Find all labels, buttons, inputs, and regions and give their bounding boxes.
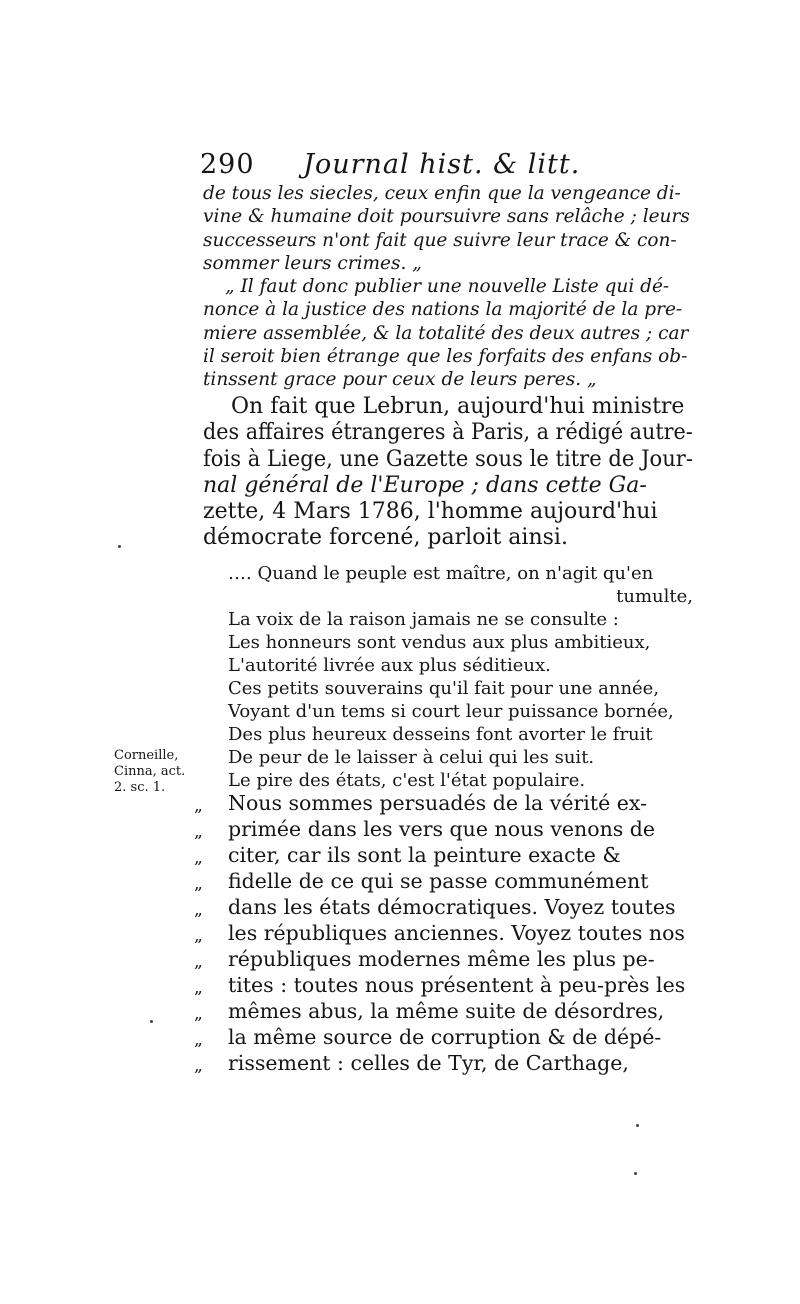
- speck: [634, 1172, 637, 1175]
- verse-line: De peur de le laisser à celui qui les suit.: [228, 747, 595, 768]
- verse-quotation: [228, 562, 693, 792]
- text-line: sommer leurs crimes. „: [203, 252, 422, 274]
- text-line: nonce à la justice des nations la majorité de la pre-: [203, 299, 683, 321]
- text-line: républiques modernes même les plus pe-: [228, 947, 655, 971]
- speck: [118, 545, 121, 548]
- verse-line: Les honneurs sont vendus aux plus ambitieux,: [228, 632, 651, 653]
- verse-line: …. Quand le peuple est maître, on n'agit qu'en: [228, 563, 654, 584]
- quote-mark: „: [194, 874, 203, 894]
- text-line: de tous les siecles, ceux enfin que la vengeance di-: [203, 183, 681, 204]
- text-line: tinssent grace pour ceux de leurs peres. „: [203, 369, 597, 391]
- text-line: successeurs n'ont fait que suivre leur trace & con-: [203, 229, 677, 251]
- text-line: „ Il faut donc publier une nouvelle Liste qui dé-: [225, 276, 670, 297]
- text-line: la même source de corruption & de dépé-: [228, 1025, 662, 1049]
- text-line: primée dans les vers que nous venons de: [228, 817, 656, 841]
- text-line: fidelle de ce qui se passe communément: [228, 869, 649, 893]
- text-line: vine & humaine doit poursuivre sans relâche ; leurs: [203, 206, 690, 228]
- text-line: citer, car ils sont la peinture exacte &: [228, 843, 621, 867]
- quote-mark: „: [194, 822, 203, 842]
- verse-line: Des plus heureux desseins font avorter le fruit: [228, 724, 653, 745]
- text-line: tites : toutes nous présentent à peu-près les: [228, 973, 686, 997]
- speck: [150, 1020, 153, 1023]
- text-line: démocrate forcené, parloit ainsi.: [203, 525, 568, 551]
- margin-note-line: Cinna, act.: [114, 764, 186, 779]
- page-number: 290: [200, 149, 255, 180]
- text-line: des affaires étrangeres à Paris, a rédigé autre-: [203, 420, 693, 446]
- text-line: On fait que Lebrun, aujourd'hui ministre: [231, 394, 685, 419]
- running-title: Journal hist. & litt.: [303, 149, 581, 180]
- quote-mark: „: [194, 900, 203, 920]
- prose-paragraph: [203, 394, 693, 552]
- text-line: nal général de l'Europe ; dans cette Ga-: [203, 472, 647, 498]
- text-line: dans les états démocratiques. Voyez toutes: [228, 895, 676, 919]
- verse-line: L'autorité livrée aux plus séditieux.: [228, 655, 551, 676]
- running-header: [200, 148, 680, 182]
- text-line: zette, 4 Mars 1786, l'homme aujourd'hui: [203, 499, 658, 525]
- verse-line: Ces petits souverains qu'il fait pour une année,: [228, 678, 660, 699]
- margin-note-line: 2. sc. 1.: [114, 780, 166, 795]
- text-line: rissement : celles de Tyr, de Carthage,: [228, 1051, 629, 1075]
- verse-line: tumulte,: [616, 586, 693, 607]
- quote-mark: „: [194, 926, 203, 946]
- quote-mark: „: [194, 1030, 203, 1050]
- italic-passage-1: [203, 182, 693, 275]
- text-line: Nous sommes persuadés de la vérité ex-: [228, 791, 647, 815]
- quote-mark: „: [194, 1004, 203, 1024]
- italic-passage-2: [203, 275, 693, 391]
- text-line: les républiques anciennes. Voyez toutes nos: [228, 921, 685, 945]
- margin-note: [114, 748, 194, 796]
- quote-mark: „: [194, 952, 203, 972]
- text-line: mêmes abus, la même suite de désordres,: [228, 999, 665, 1023]
- quote-mark: „: [194, 1056, 203, 1076]
- quote-mark: „: [194, 978, 203, 998]
- verse-line: Voyant d'un tems si court leur puissance bornée,: [228, 701, 674, 722]
- text-line: il seroit bien étrange que les forfaits des enfans ob-: [203, 345, 688, 367]
- verse-line: Le pire des états, c'est l'état populaire.: [228, 770, 586, 791]
- text-line: fois à Liege, une Gazette sous le titre de Jour-: [203, 446, 694, 472]
- quote-mark-column: [194, 793, 222, 1079]
- verse-line: La voix de la raison jamais ne se consulte :: [228, 609, 619, 630]
- quoted-paragraph: [228, 790, 693, 1076]
- speck: [636, 1124, 639, 1127]
- margin-note-line: Corneille,: [114, 748, 179, 763]
- quote-mark: „: [194, 848, 203, 868]
- quote-mark: „: [194, 796, 203, 816]
- text-line: miere assemblée, & la totalité des deux autres ; car: [203, 322, 689, 344]
